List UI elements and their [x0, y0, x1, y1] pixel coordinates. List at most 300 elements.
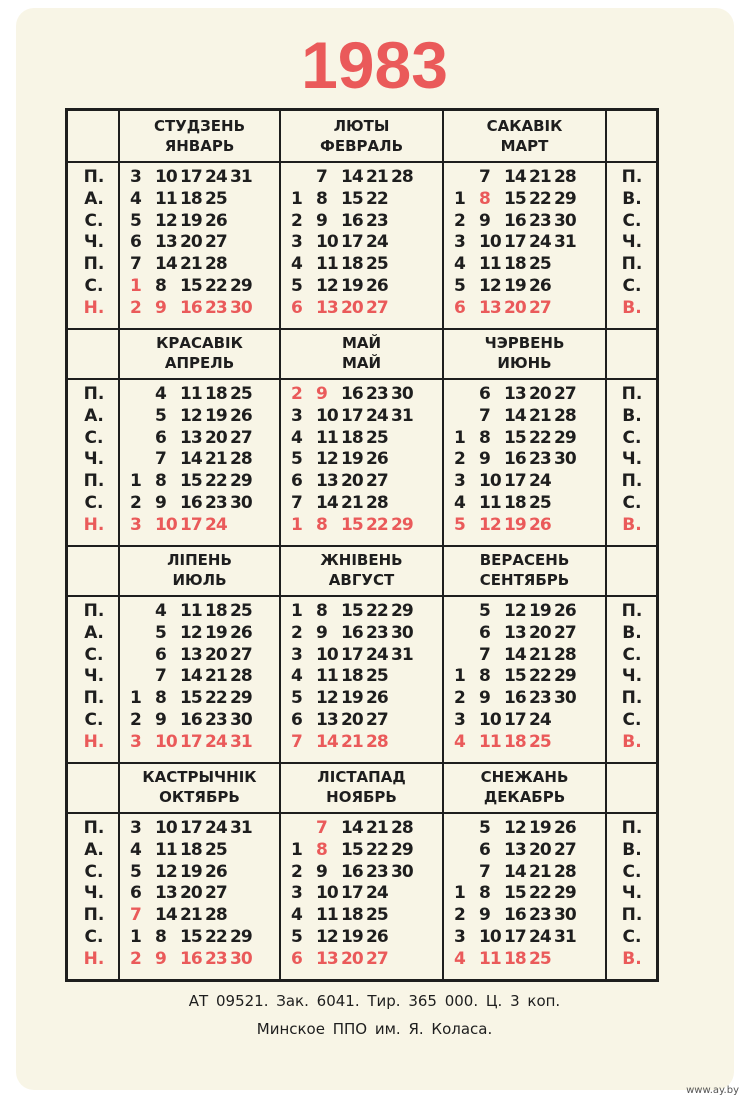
day-cell: 14	[504, 167, 526, 187]
week-row	[130, 840, 255, 862]
week-row	[291, 949, 416, 971]
day-cell: 13	[155, 883, 177, 904]
day-cell: 22	[205, 688, 227, 709]
day-cell: 13	[316, 471, 338, 492]
day-cell: 8	[155, 275, 166, 296]
month-name-russian: СЕНТЯБРЬ	[479, 571, 570, 589]
day-cell: 7	[316, 818, 327, 838]
day-cell: 12	[155, 210, 177, 231]
weekday-label: Ч.	[83, 232, 105, 253]
weekday-label: Ч.	[83, 449, 105, 470]
month-header	[444, 550, 605, 590]
week-row	[454, 905, 579, 927]
day-cell: 18	[504, 492, 526, 513]
weekday-label: П.	[621, 818, 643, 838]
day-cell: 13	[479, 297, 501, 318]
month-name-belarusian: ЛІСТАПАД	[317, 768, 406, 786]
day-cell: 24	[366, 644, 388, 665]
day-cell	[130, 449, 155, 471]
day-cell: 11	[316, 666, 338, 687]
day-cell: 25	[366, 905, 388, 926]
day-cell: 29	[230, 926, 252, 947]
day-cell: 15	[504, 883, 526, 904]
day-cell: 21	[341, 492, 363, 513]
right-weekday-labels	[608, 818, 656, 971]
right-weekday-labels	[608, 601, 656, 754]
day-cell: 18	[205, 601, 227, 621]
day-cell: 9	[155, 297, 166, 318]
day-cell: 17	[180, 514, 202, 535]
day-cell: 25	[529, 254, 551, 275]
publisher-line: Минское ППО им. Я. Коласа.	[256, 1020, 493, 1038]
month-days	[130, 384, 255, 537]
week-row	[130, 883, 255, 905]
week-row	[454, 254, 579, 276]
weekday-label: С.	[84, 427, 104, 448]
weekday-label: С.	[622, 427, 642, 448]
weekday-label: С.	[622, 210, 642, 231]
day-cell: 1	[454, 666, 465, 687]
month-name-russian: ОКТЯБРЬ	[159, 788, 240, 806]
day-cell: 13	[504, 839, 526, 860]
week-row	[130, 710, 255, 732]
day-cell: 10	[479, 709, 501, 730]
month-header	[281, 767, 442, 807]
day-cell: 17	[180, 731, 202, 752]
day-cell: 7	[479, 644, 490, 665]
day-cell	[454, 862, 479, 884]
weekday-label: С.	[84, 926, 104, 947]
day-cell: 29	[230, 688, 252, 709]
month-days	[130, 601, 255, 754]
day-cell: 2	[454, 210, 465, 231]
day-cell: 17	[504, 926, 526, 947]
month-header	[120, 550, 279, 590]
day-cell: 19	[529, 818, 551, 838]
grid-hline	[68, 812, 656, 814]
week-row	[291, 471, 416, 493]
day-cell: 10	[155, 818, 177, 838]
day-cell: 11	[316, 254, 338, 275]
day-cell: 18	[205, 384, 227, 404]
week-row	[130, 254, 255, 276]
month-days	[130, 167, 255, 320]
day-cell	[454, 623, 479, 645]
day-cell	[130, 406, 155, 428]
day-cell: 2	[291, 384, 302, 404]
week-row	[454, 449, 579, 471]
day-cell: 22	[205, 275, 227, 296]
day-cell: 11	[316, 905, 338, 926]
month-name-russian: ЯНВАРЬ	[164, 137, 235, 155]
day-cell: 15	[504, 427, 526, 448]
week-row	[454, 276, 579, 298]
day-cell: 26	[554, 818, 576, 838]
left-weekday-labels	[70, 167, 118, 320]
day-cell: 26	[366, 688, 388, 709]
day-cell: 5	[130, 210, 141, 231]
day-cell: 16	[341, 861, 363, 882]
grid-hline	[68, 595, 656, 597]
day-cell: 6	[291, 471, 302, 492]
week-row	[454, 384, 579, 406]
day-cell: 16	[180, 492, 202, 513]
weekday-label: Ч.	[621, 449, 643, 470]
day-cell: 27	[554, 384, 576, 404]
weekday-label: С.	[622, 644, 642, 665]
day-cell: 3	[130, 167, 141, 187]
day-cell: 11	[479, 254, 501, 275]
day-cell: 18	[341, 427, 363, 448]
day-cell: 8	[479, 883, 490, 904]
week-row	[454, 883, 579, 905]
day-cell	[130, 601, 155, 623]
day-cell: 15	[180, 926, 202, 947]
day-cell: 21	[180, 254, 202, 275]
week-row	[130, 905, 255, 927]
day-cell: 23	[205, 492, 227, 513]
day-cell: 3	[454, 232, 465, 253]
day-cell: 18	[341, 666, 363, 687]
day-cell: 11	[316, 427, 338, 448]
day-cell	[291, 167, 316, 189]
day-cell: 28	[391, 167, 413, 187]
weekday-label: П.	[621, 905, 643, 926]
day-cell: 3	[291, 883, 302, 904]
day-cell: 13	[316, 709, 338, 730]
month-name-belarusian: МАЙ	[341, 334, 382, 352]
month-name-russian: АПРЕЛЬ	[164, 354, 235, 372]
day-cell: 24	[529, 926, 551, 947]
week-row	[291, 167, 416, 189]
grid-hline	[68, 762, 656, 764]
day-cell: 14	[341, 167, 363, 187]
day-cell: 26	[366, 275, 388, 296]
day-cell: 15	[341, 839, 363, 860]
day-cell: 10	[316, 405, 338, 426]
day-cell: 1	[291, 514, 302, 535]
week-row	[130, 949, 255, 971]
day-cell: 25	[205, 188, 227, 209]
day-cell: 5	[130, 861, 141, 882]
month-header	[281, 116, 442, 156]
day-cell: 25	[529, 948, 551, 969]
day-cell: 30	[391, 384, 413, 404]
day-cell: 30	[230, 948, 252, 969]
day-cell: 26	[205, 210, 227, 231]
day-cell: 6	[479, 622, 490, 643]
weekday-label: Ч.	[83, 883, 105, 904]
day-cell: 19	[180, 861, 202, 882]
day-cell: 15	[180, 471, 202, 492]
day-cell: 2	[130, 492, 141, 513]
day-cell: 16	[180, 948, 202, 969]
day-cell: 27	[230, 427, 252, 448]
weekday-label: П.	[83, 601, 105, 621]
day-cell: 6	[479, 384, 490, 404]
week-row	[291, 406, 416, 428]
month-name-russian: ДЕКАБРЬ	[483, 788, 566, 806]
day-cell: 29	[554, 883, 576, 904]
week-row	[130, 645, 255, 667]
day-cell: 11	[155, 188, 177, 209]
day-cell: 13	[316, 948, 338, 969]
day-cell: 12	[316, 926, 338, 947]
day-cell: 20	[341, 471, 363, 492]
day-cell: 18	[504, 254, 526, 275]
week-row	[291, 927, 416, 949]
day-cell: 7	[291, 492, 302, 513]
day-cell: 6	[291, 297, 302, 318]
day-cell: 6	[454, 297, 465, 318]
day-cell: 26	[230, 622, 252, 643]
day-cell: 23	[529, 688, 551, 709]
day-cell: 3	[130, 818, 141, 838]
day-cell: 2	[291, 861, 302, 882]
day-cell: 16	[180, 709, 202, 730]
week-row	[291, 732, 416, 754]
day-cell: 5	[155, 405, 166, 426]
day-cell: 1	[454, 883, 465, 904]
day-cell	[454, 384, 479, 406]
day-cell: 24	[529, 471, 551, 492]
day-cell: 10	[155, 167, 177, 187]
day-cell: 24	[205, 514, 227, 535]
day-cell: 1	[291, 188, 302, 209]
day-cell: 25	[230, 601, 252, 621]
month-name-russian: ИЮЛЬ	[172, 571, 227, 589]
weekday-label: Н.	[83, 514, 105, 535]
day-cell: 5	[479, 601, 490, 621]
day-cell: 2	[291, 210, 302, 231]
day-cell: 16	[504, 449, 526, 470]
day-cell: 28	[230, 666, 252, 687]
day-cell: 4	[155, 601, 166, 621]
day-cell: 3	[130, 731, 141, 752]
week-row	[454, 688, 579, 710]
grid-hline	[68, 545, 656, 547]
month-days	[454, 818, 579, 971]
watermark: www.ay.by	[686, 1085, 739, 1096]
day-cell: 4	[454, 731, 465, 752]
day-cell: 6	[291, 709, 302, 730]
day-cell: 23	[366, 210, 388, 231]
day-cell: 29	[230, 275, 252, 296]
week-row	[130, 449, 255, 471]
week-row	[454, 818, 579, 840]
week-row	[291, 840, 416, 862]
day-cell: 6	[291, 948, 302, 969]
month-name-belarusian: САКАВІК	[486, 117, 563, 135]
right-weekday-labels	[608, 167, 656, 320]
day-cell: 27	[529, 297, 551, 318]
month-name-belarusian: КАСТРЫЧНІК	[142, 768, 257, 786]
day-cell	[130, 666, 155, 688]
day-cell: 20	[180, 232, 202, 253]
day-cell: 27	[554, 622, 576, 643]
day-cell: 27	[205, 232, 227, 253]
day-cell: 16	[504, 210, 526, 231]
month-header	[444, 767, 605, 807]
weekday-label: В.	[622, 839, 642, 860]
day-cell: 7	[479, 405, 490, 426]
day-cell	[130, 645, 155, 667]
week-row	[291, 818, 416, 840]
day-cell: 18	[341, 905, 363, 926]
day-cell: 29	[230, 471, 252, 492]
day-cell: 11	[180, 601, 202, 621]
day-cell: 30	[230, 297, 252, 318]
print-info-line: АТ 09521. Зак. 6041. Тир. 365 000. Ц. 3 коп.	[188, 992, 561, 1010]
day-cell	[454, 645, 479, 667]
day-cell: 21	[205, 449, 227, 470]
weekday-label: П.	[83, 384, 105, 404]
day-cell: 25	[205, 839, 227, 860]
week-row	[291, 883, 416, 905]
day-cell: 21	[366, 818, 388, 838]
day-cell: 16	[180, 297, 202, 318]
day-cell: 30	[554, 210, 576, 231]
day-cell: 3	[454, 709, 465, 730]
day-cell: 26	[205, 861, 227, 882]
day-cell: 10	[316, 883, 338, 904]
week-row	[130, 732, 255, 754]
day-cell: 1	[454, 188, 465, 209]
day-cell: 30	[230, 709, 252, 730]
day-cell: 1	[291, 601, 302, 621]
day-cell: 4	[291, 666, 302, 687]
week-row	[291, 515, 416, 537]
day-cell	[130, 623, 155, 645]
day-cell: 23	[529, 905, 551, 926]
day-cell: 4	[155, 384, 166, 404]
day-cell: 1	[454, 427, 465, 448]
week-row	[130, 862, 255, 884]
month-days	[130, 818, 255, 971]
day-cell: 24	[529, 709, 551, 730]
day-cell: 22	[366, 514, 388, 535]
week-row	[130, 818, 255, 840]
day-cell: 8	[155, 688, 166, 709]
month-name-belarusian: ЧЭРВЕНЬ	[484, 334, 565, 352]
day-cell: 17	[341, 883, 363, 904]
day-cell: 4	[454, 254, 465, 275]
day-cell: 22	[205, 926, 227, 947]
day-cell: 25	[366, 666, 388, 687]
day-cell: 29	[391, 601, 413, 621]
weekday-label: П.	[621, 471, 643, 492]
day-cell: 1	[130, 471, 141, 492]
day-cell: 11	[155, 839, 177, 860]
day-cell: 22	[366, 601, 388, 621]
day-cell: 22	[529, 883, 551, 904]
day-cell: 18	[504, 948, 526, 969]
day-cell: 1	[130, 926, 141, 947]
weekday-label: В.	[622, 514, 642, 535]
day-cell: 17	[504, 471, 526, 492]
day-cell: 20	[205, 427, 227, 448]
week-row	[130, 666, 255, 688]
week-row	[454, 167, 579, 189]
day-cell: 7	[291, 731, 302, 752]
day-cell: 3	[291, 644, 302, 665]
day-cell: 16	[504, 688, 526, 709]
right-weekday-labels	[608, 384, 656, 537]
day-cell: 7	[479, 861, 490, 882]
day-cell: 9	[155, 948, 166, 969]
day-cell: 5	[454, 514, 465, 535]
day-cell: 22	[529, 188, 551, 209]
day-cell: 30	[554, 905, 576, 926]
week-row	[130, 428, 255, 450]
week-row	[291, 189, 416, 211]
day-cell: 16	[341, 622, 363, 643]
day-cell: 6	[155, 644, 166, 665]
weekday-label: П.	[83, 818, 105, 838]
day-cell: 15	[180, 275, 202, 296]
left-weekday-labels	[70, 601, 118, 754]
day-cell: 23	[205, 948, 227, 969]
day-cell: 10	[316, 232, 338, 253]
day-cell: 31	[554, 232, 576, 253]
week-row	[291, 666, 416, 688]
day-cell: 31	[554, 926, 576, 947]
day-cell: 5	[291, 688, 302, 709]
day-cell: 8	[316, 601, 327, 621]
weekday-label: С.	[84, 861, 104, 882]
week-row	[454, 428, 579, 450]
month-days	[291, 818, 416, 971]
week-row	[291, 298, 416, 320]
week-row	[130, 688, 255, 710]
week-row	[291, 254, 416, 276]
week-row	[454, 927, 579, 949]
weekday-label: С.	[84, 644, 104, 665]
day-cell: 12	[504, 818, 526, 838]
day-cell: 28	[391, 818, 413, 838]
day-cell: 29	[391, 514, 413, 535]
day-cell: 29	[554, 188, 576, 209]
day-cell: 28	[554, 861, 576, 882]
week-row	[130, 471, 255, 493]
day-cell: 13	[155, 232, 177, 253]
day-cell: 5	[291, 275, 302, 296]
day-cell: 7	[316, 167, 327, 187]
day-cell: 15	[341, 188, 363, 209]
day-cell: 22	[366, 188, 388, 209]
weekday-label: П.	[83, 905, 105, 926]
day-cell: 21	[341, 731, 363, 752]
month-name-belarusian: СТУДЗЕНЬ	[153, 117, 246, 135]
weekday-label: Ч.	[621, 666, 643, 687]
day-cell: 11	[479, 731, 501, 752]
day-cell: 25	[366, 427, 388, 448]
month-days	[454, 601, 579, 754]
day-cell: 9	[479, 905, 490, 926]
weekday-label: А.	[84, 839, 104, 860]
week-row	[454, 515, 579, 537]
weekday-label: С.	[622, 861, 642, 882]
day-cell: 25	[230, 384, 252, 404]
weekday-label: П.	[83, 254, 105, 275]
week-row	[291, 449, 416, 471]
day-cell: 11	[180, 384, 202, 404]
week-row	[130, 167, 255, 189]
day-cell: 28	[554, 167, 576, 187]
day-cell: 30	[554, 449, 576, 470]
day-cell: 20	[341, 948, 363, 969]
day-cell: 1	[130, 688, 141, 709]
